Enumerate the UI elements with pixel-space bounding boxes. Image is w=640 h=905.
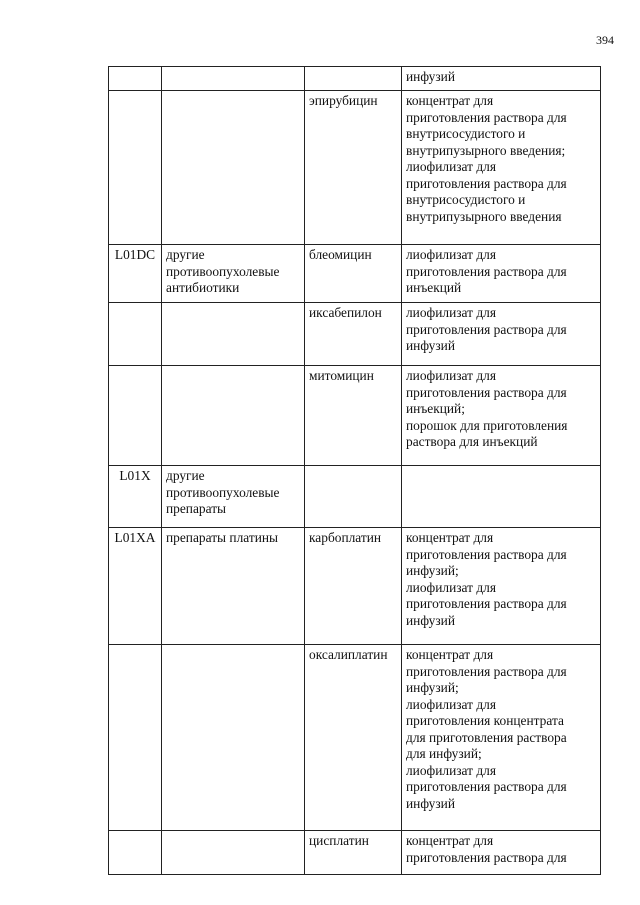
dosage-form-cell-line: внутрипузырного введения: [406, 208, 562, 224]
dosage-form-cell-line: внутрисосудистого и: [406, 192, 526, 207]
dosage-form-cell-line: инфузий;: [406, 680, 459, 695]
drug-name-cell-text: эпирубицин: [309, 93, 378, 108]
table-body: [109, 67, 601, 875]
atc-code-cell: [109, 466, 162, 528]
dosage-form-cell-line: приготовления раствора для: [406, 109, 567, 125]
dosage-form-cell-line: приготовления раствора для: [406, 779, 567, 794]
dosage-form-cell-line: приготовления раствора для: [406, 321, 567, 337]
dosage-form-cell: [402, 67, 601, 91]
dosage-form-cell-line: инъекций: [406, 280, 462, 295]
dosage-form-cell-line: раствора для инъекций: [406, 434, 538, 449]
drug-name-cell-text: иксабепилон: [309, 305, 382, 320]
drug-name-cell-text: оксалиплатин: [309, 647, 388, 662]
drug-name-cell: [305, 303, 402, 366]
dosage-form-cell: [402, 831, 601, 875]
table-row: [109, 91, 601, 245]
drug-name-cell: [305, 528, 402, 645]
drug-table-container: [108, 66, 601, 875]
dosage-form-cell-line: инфузий: [406, 612, 455, 628]
drug-name-cell: [305, 831, 402, 875]
table-row: [109, 645, 601, 831]
dosage-form-cell-line: лиофилизат для: [406, 579, 496, 595]
table-row: [109, 67, 601, 91]
table-row: [109, 303, 601, 366]
page-number: 394: [596, 33, 614, 47]
dosage-form-cell-line: приготовления раствора для: [406, 546, 567, 562]
group-name-cell-line: другие: [166, 468, 205, 483]
group-name-cell-line: противоопухолевые: [166, 263, 280, 279]
atc-code-cell: [109, 831, 162, 875]
group-name-cell: [162, 245, 305, 303]
dosage-form-cell: [402, 466, 601, 528]
drug-name-cell-text: цисплатин: [309, 833, 369, 848]
atc-code-cell: [109, 303, 162, 366]
group-name-cell-line: противоопухолевые: [166, 484, 280, 500]
group-name-cell-line: другие: [166, 247, 205, 262]
dosage-form-cell-line: концентрат для: [406, 833, 494, 848]
dosage-form-cell: [402, 303, 601, 366]
atc-code-cell: [109, 245, 162, 303]
dosage-form-cell-line: концентрат для: [406, 647, 494, 662]
dosage-form-cell-line: лиофилизат для: [406, 305, 496, 320]
group-name-cell: [162, 645, 305, 831]
drug-name-cell-text: карбоплатин: [309, 530, 382, 545]
drug-name-cell: [305, 91, 402, 245]
drug-classification-table: [108, 66, 601, 875]
atc-code-cell-text: L01X: [119, 468, 151, 483]
group-name-cell-line: препараты: [166, 501, 227, 516]
atc-code-cell-text: L01DC: [114, 247, 156, 262]
dosage-form-cell-line: приготовления раствора для: [406, 596, 567, 611]
drug-name-cell: [305, 67, 402, 91]
table-row: [109, 245, 601, 303]
group-name-cell: [162, 466, 305, 528]
dosage-form-cell: [402, 91, 601, 245]
dosage-form-cell-line: инфузий: [406, 795, 455, 811]
table-row: [109, 528, 601, 645]
dosage-form-cell-line: приготовления концентрата: [406, 713, 564, 728]
table-row: [109, 366, 601, 466]
atc-code-cell: [109, 645, 162, 831]
dosage-form-cell: [402, 645, 601, 831]
drug-name-cell: [305, 645, 402, 831]
dosage-form-cell-line: инъекций;: [406, 401, 465, 416]
group-name-cell: [162, 366, 305, 466]
drug-name-cell-text: блеомицин: [309, 247, 372, 262]
dosage-form-cell-line: порошок для приготовления: [406, 417, 568, 433]
group-name-cell: [162, 831, 305, 875]
atc-code-cell-text: L01XA: [114, 530, 156, 545]
group-name-cell: [162, 91, 305, 245]
dosage-form-cell-line: инфузий;: [406, 563, 459, 578]
dosage-form-cell-line: для приготовления раствора: [406, 729, 567, 745]
dosage-form-cell-line: лиофилизат для: [406, 368, 496, 383]
dosage-form-cell-line: инфузий: [406, 338, 455, 353]
atc-code-cell: [109, 67, 162, 91]
dosage-form-cell-line: лиофилизат для: [406, 247, 496, 262]
dosage-form-cell-line: приготовления раствора для: [406, 384, 567, 400]
dosage-form-cell-line: инфузий: [406, 69, 455, 84]
dosage-form-cell-line: лиофилизат для: [406, 696, 496, 712]
dosage-form-cell: [402, 366, 601, 466]
dosage-form-cell-line: приготовления раствора для: [406, 175, 567, 191]
dosage-form-cell-line: концентрат для: [406, 530, 494, 545]
dosage-form-cell: [402, 245, 601, 303]
drug-name-cell: [305, 466, 402, 528]
group-name-cell: [162, 303, 305, 366]
drug-name-cell: [305, 366, 402, 466]
atc-code-cell: [109, 91, 162, 245]
group-name-cell-line: препараты платины: [166, 530, 279, 545]
dosage-form-cell: [402, 528, 601, 645]
atc-code-cell: [109, 366, 162, 466]
dosage-form-cell-line: приготовления раствора для: [406, 263, 567, 279]
group-name-cell: [162, 528, 305, 645]
table-row: [109, 466, 601, 528]
dosage-form-cell-line: для инфузий;: [406, 746, 482, 761]
dosage-form-cell-line: лиофилизат для: [406, 159, 496, 174]
drug-name-cell: [305, 245, 402, 303]
drug-name-cell-text: митомицин: [309, 368, 374, 383]
dosage-form-cell-line: внутрипузырного введения;: [406, 142, 566, 158]
dosage-form-cell-line: приготовления раствора для: [406, 849, 567, 865]
group-name-cell-line: антибиотики: [166, 280, 240, 295]
dosage-form-cell-line: лиофилизат для: [406, 762, 496, 778]
table-row: [109, 831, 601, 875]
atc-code-cell: [109, 528, 162, 645]
dosage-form-cell-line: приготовления раствора для: [406, 663, 567, 679]
dosage-form-cell-line: концентрат для: [406, 93, 494, 108]
dosage-form-cell-line: внутрисосудистого и: [406, 126, 526, 141]
group-name-cell: [162, 67, 305, 91]
